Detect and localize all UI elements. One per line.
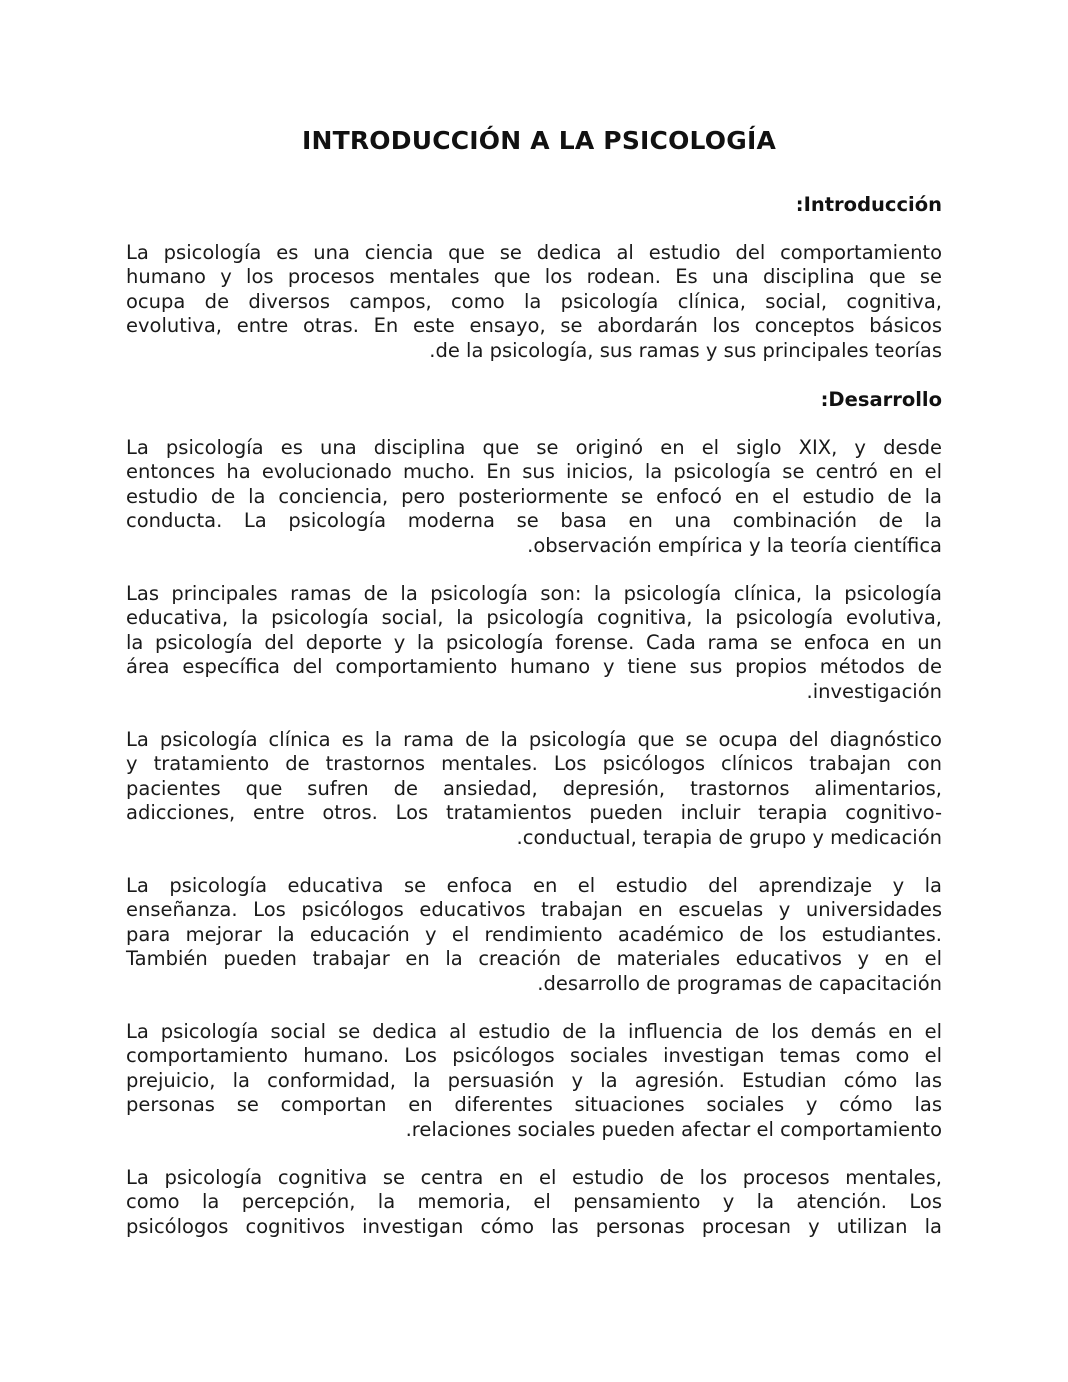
paragraph-line: La psicología es una disciplina que se originó en el siglo XIX, y desde: [126, 436, 942, 459]
paragraph-line: .investigación: [806, 679, 942, 703]
paragraph-line: .desarrollo de programas de capacitación: [537, 971, 942, 995]
paragraph-line: ocupa de diversos campos, como la psicología clínica, social, cognitiva,: [126, 289, 942, 313]
paragraph-line: .relaciones sociales pueden afectar el comportamiento: [405, 1117, 942, 1141]
paragraph: [126, 874, 942, 996]
section-heading-desarrollo: :Desarrollo: [820, 388, 942, 411]
paragraph-line: estudio de la conciencia, pero posteriormente se enfocó en el estudio de la: [126, 484, 942, 508]
paragraph-line: enseñanza. Los psicólogos educativos trabajan en escuelas y universidades: [126, 898, 942, 922]
paragraph-line: personas se comportan en diferentes situaciones sociales y cómo las: [126, 1093, 942, 1117]
paragraph-line: pacientes que sufren de ansiedad, depresión, trastornos alimentarios,: [126, 776, 942, 800]
paragraph-line: También pueden trabajar en la creación de materiales educativos y en el: [126, 947, 942, 971]
paragraph-line: adicciones, entre otros. Los tratamientos pueden incluir terapia cognitivo-: [126, 801, 942, 825]
paragraph-line: La psicología cognitiva se centra en el estudio de los procesos mentales,: [126, 1166, 942, 1189]
paragraph: [126, 728, 942, 850]
paragraph-line: entonces ha evolucionado mucho. En sus inicios, la psicología se centró en el: [126, 460, 942, 484]
paragraph-line: humano y los procesos mentales que los rodean. Es una disciplina que se: [126, 265, 942, 289]
paragraph-line: .observación empírica y la teoría científica: [527, 533, 942, 557]
paragraph-line: .de la psicología, sus ramas y sus principales teorías: [429, 338, 942, 362]
paragraph-line: evolutiva, entre otras. En este ensayo, se abordarán los conceptos básicos: [126, 314, 942, 338]
paragraph: [126, 436, 942, 558]
paragraph-line: educativa, la psicología social, la psicología cognitiva, la psicología evolutiva,: [126, 606, 942, 630]
document-title: INTRODUCCIÓN A LA PSICOLOGÍA: [301, 126, 777, 155]
paragraph-line: La psicología social se dedica al estudio de la influencia de los demás en el: [126, 1020, 942, 1043]
paragraph: [126, 1166, 942, 1239]
paragraph-line: .conductual, terapia de grupo y medicación: [516, 825, 942, 849]
paragraph: [126, 1020, 942, 1142]
paragraph-line: comportamiento humano. Los psicólogos sociales investigan temas como el: [126, 1044, 942, 1068]
paragraph-line: Las principales ramas de la psicología son: la psicología clínica, la psicología: [126, 582, 942, 605]
paragraph-line: para mejorar la educación y el rendimiento académico de los estudiantes.: [126, 922, 942, 946]
paragraph-line: prejuicio, la conformidad, la persuasión y la agresión. Estudian cómo las: [126, 1068, 942, 1092]
paragraph-line: La psicología clínica es la rama de la psicología que se ocupa del diagnóstico: [126, 728, 942, 751]
paragraph: [126, 582, 942, 704]
paragraph-line: psicólogos cognitivos investigan cómo las personas procesan y utilizan la: [126, 1214, 942, 1238]
section-heading-introduccion: :Introducción: [795, 193, 942, 216]
paragraph-line: la psicología del deporte y la psicología forense. Cada rama se enfoca en un: [126, 630, 942, 654]
paragraph-line: La psicología es una ciencia que se dedica al estudio del comportamiento: [126, 241, 942, 264]
paragraph-line: área específica del comportamiento humano y tiene sus propios métodos de: [126, 655, 942, 679]
paragraph-line: conducta. La psicología moderna se basa en una combinación de la: [126, 509, 942, 533]
paragraph-line: La psicología educativa se enfoca en el estudio del aprendizaje y la: [126, 874, 942, 897]
paragraph-line: como la percepción, la memoria, el pensamiento y la atención. Los: [126, 1190, 942, 1214]
paragraph: [126, 241, 942, 363]
paragraph-line: y tratamiento de trastornos mentales. Los psicólogos clínicos trabajan con: [126, 752, 942, 776]
